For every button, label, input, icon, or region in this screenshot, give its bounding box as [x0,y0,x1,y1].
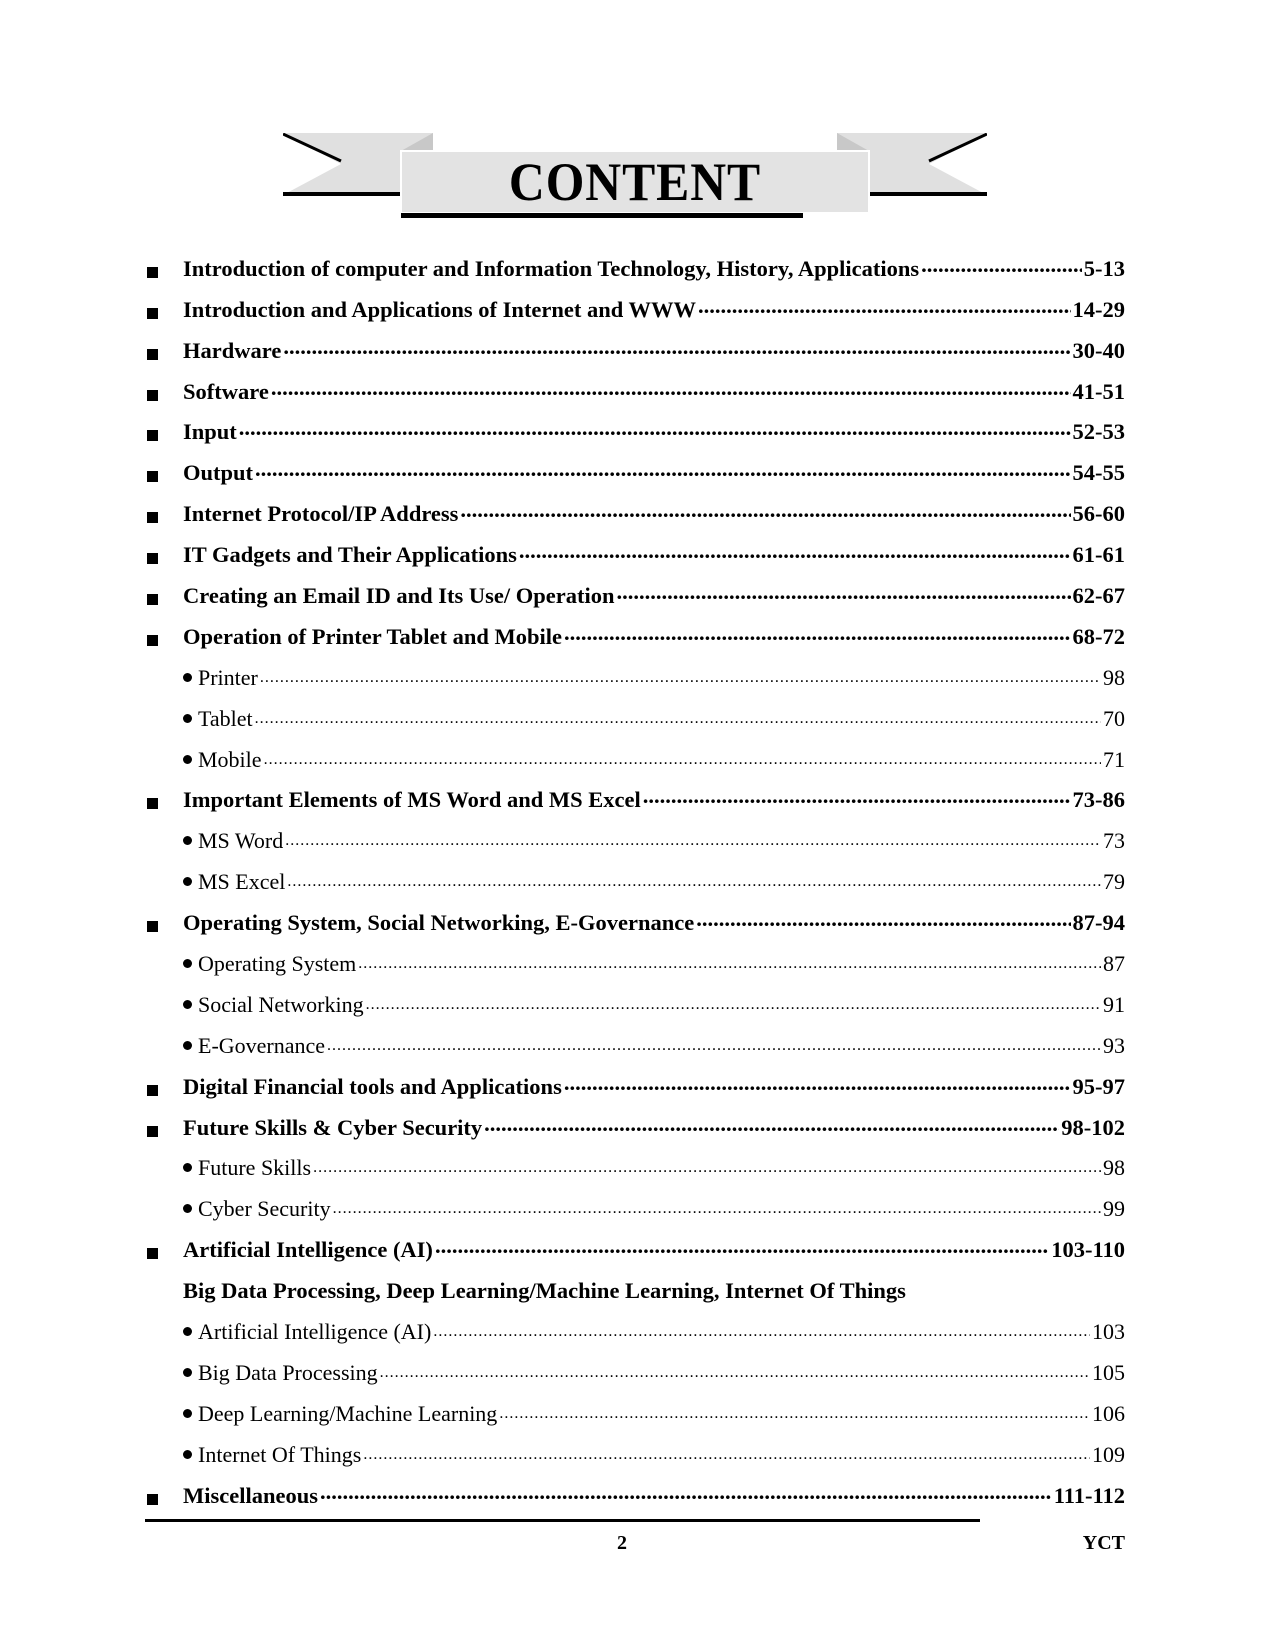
toc-entry-label: Operation of Printer Tablet and Mobile [183,623,562,649]
dot-leader [255,704,1101,726]
toc-page-range: 98 [1103,1155,1125,1181]
toc-subtopic-row[interactable] [145,654,1125,695]
toc-page-range: 73 [1103,828,1125,854]
toc-entry-label: Printer [198,664,258,690]
square-bullet-icon [147,635,158,646]
toc-page-range: 103 [1092,1319,1125,1345]
toc-chapter-row[interactable] [145,1226,1125,1267]
toc-entry [183,417,1125,446]
square-bullet-icon [147,349,158,360]
toc-page-range: 14-29 [1072,296,1125,322]
toc-entry [183,1112,1125,1141]
toc-page-range: 41-51 [1072,378,1125,404]
toc-entry-label: Miscellaneous [183,1482,318,1508]
dot-leader [363,1440,1090,1462]
toc-subtopic-row[interactable] [145,817,1125,858]
toc-page-range: 73-86 [1072,787,1125,813]
toc-entry-label: MS Word [198,828,284,854]
toc-chapter-row[interactable] [145,1104,1125,1145]
toc-entry-label: Future Skills & Cyber Security [183,1114,483,1140]
toc-entry [183,1317,1125,1345]
toc-page-range: 87 [1103,951,1125,977]
dot-leader [313,1153,1101,1175]
toc-entry [183,663,1125,691]
toc-page-range: 52-53 [1072,419,1125,445]
square-bullet-icon [147,430,158,441]
toc-entry-label: Input [183,419,237,445]
toc-entry-label: Big Data Processing [198,1359,378,1385]
toc-subtopic-row[interactable] [145,940,1125,981]
toc-entry-label: Operating System, Social Networking, E-Governance [183,910,695,936]
toc-entry-label: Cyber Security [198,1196,331,1222]
toc-page-range: 98-102 [1061,1114,1125,1140]
publisher-brand: YCT [1082,1532,1125,1554]
round-bullet-icon [183,959,192,968]
toc-page-range: 103-110 [1051,1237,1125,1263]
square-bullet-icon [147,308,158,319]
toc-page-range: 105 [1092,1359,1125,1385]
toc-entry [183,745,1125,773]
dot-leader [271,376,1071,399]
toc-entry [183,335,1125,364]
toc-page-range: 99 [1103,1196,1125,1222]
dot-leader [617,581,1071,604]
dot-leader [264,745,1101,767]
page-number: 2 [617,1532,627,1554]
dot-leader [333,1194,1101,1216]
round-bullet-icon [183,877,192,886]
dot-leader [320,1480,1052,1503]
toc-entry-label: Artificial Intelligence (AI) [198,1319,432,1345]
round-bullet-icon [183,1409,192,1418]
toc-page-range: 79 [1103,869,1125,895]
toc-chapter-row[interactable] [145,531,1125,572]
dot-leader [433,1317,1090,1339]
dot-leader [255,458,1070,481]
dot-leader [564,621,1071,644]
dot-leader [285,826,1101,848]
toc-page-range: 93 [1103,1032,1125,1058]
square-bullet-icon [147,1085,158,1096]
toc-entry [183,1480,1125,1509]
dot-leader [327,1031,1101,1053]
toc-entry [183,540,1125,569]
toc-page-range: 62-67 [1072,583,1125,609]
toc-subtopic-row[interactable] [145,1185,1125,1226]
toc-entry-label: Tablet [198,705,253,731]
toc-entry-label: E-Governance [198,1032,326,1058]
dot-leader [519,540,1071,563]
toc-entry [183,294,1125,323]
square-bullet-icon [147,390,158,401]
toc-entry-label: MS Excel [198,869,286,895]
round-bullet-icon [183,714,192,723]
toc-entry [183,908,1125,937]
square-bullet-icon [147,267,158,278]
toc-entry [183,949,1125,977]
page-title: CONTENT [508,152,762,212]
toc-entry-label: Big Data Processing, Deep Learning/Machine Learning, Internet Of Things [183,1278,906,1304]
toc-entry [183,1235,1125,1264]
round-bullet-icon [183,1000,192,1009]
toc-chapter-row[interactable] [145,899,1125,940]
toc-entry [183,826,1125,854]
dot-leader [366,990,1101,1012]
toc-entry [183,458,1125,487]
dot-leader [435,1235,1049,1258]
toc-entry [183,1194,1125,1222]
toc-chapter-row[interactable] [145,449,1125,490]
toc-entry [183,621,1125,650]
round-bullet-icon [183,1163,192,1172]
footer-rule [145,1519,980,1522]
toc-entry-label: Software [183,378,269,404]
toc-entry-label: Introduction and Applications of Internet and WWW [183,296,697,322]
toc-entry [183,1399,1125,1427]
toc-entry-label: Operating System [198,951,357,977]
toc-page-range: 54-55 [1072,460,1125,486]
dot-leader [460,499,1070,522]
round-bullet-icon [183,673,192,682]
dot-leader [484,1112,1059,1135]
toc-subtopic-row[interactable] [145,1349,1125,1390]
table-of-contents [145,245,1125,1513]
toc-subtopic-row[interactable] [145,1022,1125,1063]
round-bullet-icon [183,1450,192,1459]
toc-page-range: 87-94 [1072,910,1125,936]
toc-entry-label: Internet Protocol/IP Address [183,501,459,527]
toc-entry [183,704,1125,732]
toc-subtopic-row[interactable] [145,1431,1125,1472]
toc-page-range: 70 [1103,705,1125,731]
toc-subtopic-row[interactable] [145,1390,1125,1431]
toc-subtopic-row[interactable] [145,1308,1125,1349]
square-bullet-icon [147,512,158,523]
dot-leader [643,785,1071,808]
square-bullet-icon [147,594,158,605]
toc-entry [183,1153,1125,1181]
toc-entry [183,1358,1125,1386]
round-bullet-icon [183,1368,192,1377]
round-bullet-icon [183,1327,192,1336]
dot-leader [380,1358,1090,1380]
toc-entry [183,253,1125,282]
toc-entry-label: Social Networking [198,991,364,1017]
toc-page-range: 61-61 [1072,542,1125,568]
toc-chapter-row[interactable] [145,572,1125,613]
toc-page-range: 106 [1092,1400,1125,1426]
toc-entry-label: Mobile [198,746,262,772]
square-bullet-icon [147,471,158,482]
toc-subtopic-row[interactable] [145,858,1125,899]
round-bullet-icon [183,755,192,764]
toc-page-range: 5-13 [1083,255,1125,281]
round-bullet-icon [183,836,192,845]
dot-leader [239,417,1071,440]
toc-subheading-row [145,1267,1125,1308]
dot-leader [696,908,1070,931]
toc-page-range: 71 [1103,746,1125,772]
toc-subtopic-row[interactable] [145,1145,1125,1186]
toc-entry-label: Artificial Intelligence (AI) [183,1237,433,1263]
dot-leader [260,663,1101,685]
toc-entry [183,1031,1125,1059]
toc-page-range: 109 [1092,1441,1125,1467]
toc-entry [183,785,1125,814]
toc-chapter-row[interactable] [145,1472,1125,1513]
toc-page-range: 30-40 [1072,337,1125,363]
square-bullet-icon [147,553,158,564]
toc-page-range: 68-72 [1072,623,1125,649]
toc-entry [183,867,1125,895]
toc-chapter-row[interactable] [145,613,1125,654]
toc-entry-label: IT Gadgets and Their Applications [183,542,517,568]
toc-entry-label: Creating an Email ID and Its Use/ Operation [183,583,615,609]
toc-page-range: 56-60 [1072,501,1125,527]
dot-leader [698,294,1070,317]
toc-subtopic-row[interactable] [145,695,1125,736]
toc-chapter-row[interactable] [145,368,1125,409]
round-bullet-icon [183,1041,192,1050]
toc-entry-label: Hardware [183,337,282,363]
toc-entry-label: Internet Of Things [198,1441,362,1467]
toc-chapter-row[interactable] [145,777,1125,818]
toc-subtopic-row[interactable] [145,981,1125,1022]
toc-entry [183,1071,1125,1100]
dot-leader [499,1399,1090,1421]
dot-leader [921,253,1082,276]
toc-entry-label: Output [183,460,254,486]
toc-subtopic-row[interactable] [145,736,1125,777]
toc-page-range: 98 [1103,664,1125,690]
toc-page-range: 95-97 [1072,1073,1125,1099]
square-bullet-icon [147,1126,158,1137]
toc-entry [183,1440,1125,1468]
toc-entry [183,499,1125,528]
toc-entry-label: Important Elements of MS Word and MS Excel [183,787,641,813]
dot-leader [287,867,1101,889]
toc-chapter-row[interactable] [145,1063,1125,1104]
toc-entry [183,990,1125,1018]
dot-leader [283,335,1070,358]
toc-page-range: 111-112 [1053,1482,1125,1508]
square-bullet-icon [147,798,158,809]
dot-leader [358,949,1101,971]
round-bullet-icon [183,1204,192,1213]
toc-entry-label: Introduction of computer and Information Technology, History, Applications [183,255,920,281]
toc-entry-label: Deep Learning/Machine Learning [198,1400,498,1426]
square-bullet-icon [147,1494,158,1505]
toc-entry-label: Digital Financial tools and Applications [183,1073,562,1099]
content-banner [283,133,987,221]
dot-leader [564,1071,1071,1094]
toc-entry [183,376,1125,405]
toc-chapter-row[interactable] [145,490,1125,531]
toc-entry-label: Future Skills [198,1155,312,1181]
square-bullet-icon [147,1248,158,1259]
toc-chapter-row[interactable] [145,245,1125,286]
toc-chapter-row[interactable] [145,327,1125,368]
toc-entry [183,1278,1125,1304]
toc-page-range: 91 [1103,991,1125,1017]
toc-entry [183,581,1125,610]
toc-chapter-row[interactable] [145,286,1125,327]
square-bullet-icon [147,921,158,932]
toc-chapter-row[interactable] [145,409,1125,450]
